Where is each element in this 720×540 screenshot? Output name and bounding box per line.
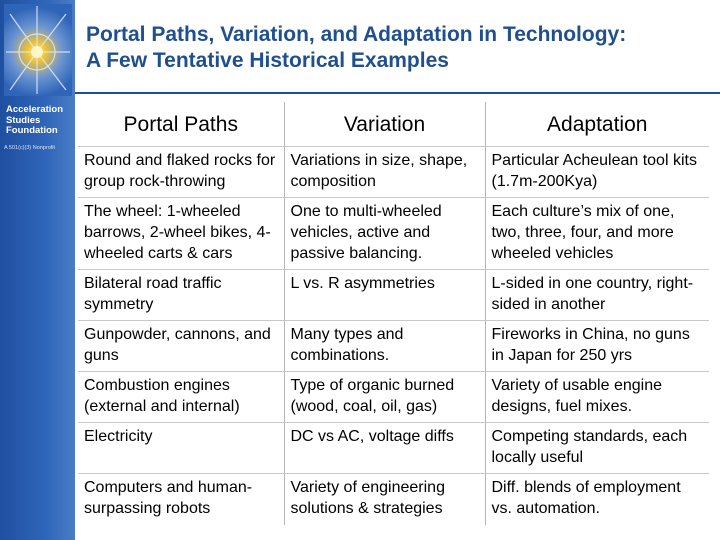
table-row xyxy=(78,423,709,474)
table-cell: Each culture’s mix of one, two, three, four, and more wheeled vehicles xyxy=(485,198,709,270)
sidebar xyxy=(0,0,75,540)
org-name xyxy=(6,105,74,137)
table-cell: Electricity xyxy=(78,423,284,474)
examples-table xyxy=(78,102,709,525)
foundation-logo-icon xyxy=(4,4,72,96)
table-cell: One to multi-wheeled vehicles, active and passive balancing. xyxy=(284,198,485,270)
column-header-adaptation: Adaptation xyxy=(485,102,709,147)
table-row xyxy=(78,198,709,270)
table-cell: Diff. blends of employment vs. automation. xyxy=(491,479,681,517)
title-divider xyxy=(75,92,720,94)
table-cell: Round and flaked rocks for group rock-throwing xyxy=(78,147,284,198)
table-cell: Type of organic burned (wood, coal, oil, gas) xyxy=(284,372,485,423)
table-cell: Variety of usable engine designs, fuel mixes. xyxy=(485,372,709,423)
table-row xyxy=(78,474,709,525)
table-cell: Fireworks in China, no guns in Japan for 250 yrs xyxy=(485,321,709,372)
org-name-line: Studies xyxy=(6,114,41,126)
table-cell: DC vs AC, voltage diffs xyxy=(284,423,485,474)
table-cell: Variations in size, shape, composition xyxy=(284,147,485,198)
table-row xyxy=(78,270,709,321)
org-name-line: Acceleration xyxy=(6,104,64,115)
table-row xyxy=(78,372,709,423)
slide-title-line2: A Few Tentative Historical Examples xyxy=(86,49,449,72)
slide-title-line1: Portal Paths, Variation, and Adaptation in Technology: xyxy=(86,23,627,46)
org-name-line: Foundation xyxy=(6,125,58,136)
slide-title xyxy=(86,22,711,74)
table-cell: L vs. R asymmetries xyxy=(284,270,485,321)
table-cell: The wheel: 1-wheeled barrows, 2-wheel bikes, 4-wheeled carts & cars xyxy=(78,198,284,270)
table-cell: Variety of engineering solutions & strategies xyxy=(284,474,485,525)
column-header-portal-paths: Portal Paths xyxy=(78,102,284,147)
table-cell: L-sided in one country, right-sided in another xyxy=(485,270,709,321)
table-cell: Combustion engines (external and internal) xyxy=(78,372,284,423)
table-row xyxy=(78,321,709,372)
table-cell: Particular Acheulean tool kits (1.7m-200Kya) xyxy=(485,147,709,198)
table-row xyxy=(78,147,709,198)
table-header-row xyxy=(78,102,709,147)
table-cell: Competing standards, each locally useful xyxy=(485,423,709,474)
table-cell: Computers and human-surpassing robots xyxy=(78,474,284,525)
table-cell: Bilateral road traffic symmetry xyxy=(78,270,284,321)
table-cell: Gunpowder, cannons, and guns xyxy=(78,321,284,372)
column-header-variation: Variation xyxy=(284,102,485,147)
table-cell: Many types and combinations. xyxy=(284,321,485,372)
org-tagline: A 501(c)(3) Nonprofit xyxy=(4,145,56,151)
